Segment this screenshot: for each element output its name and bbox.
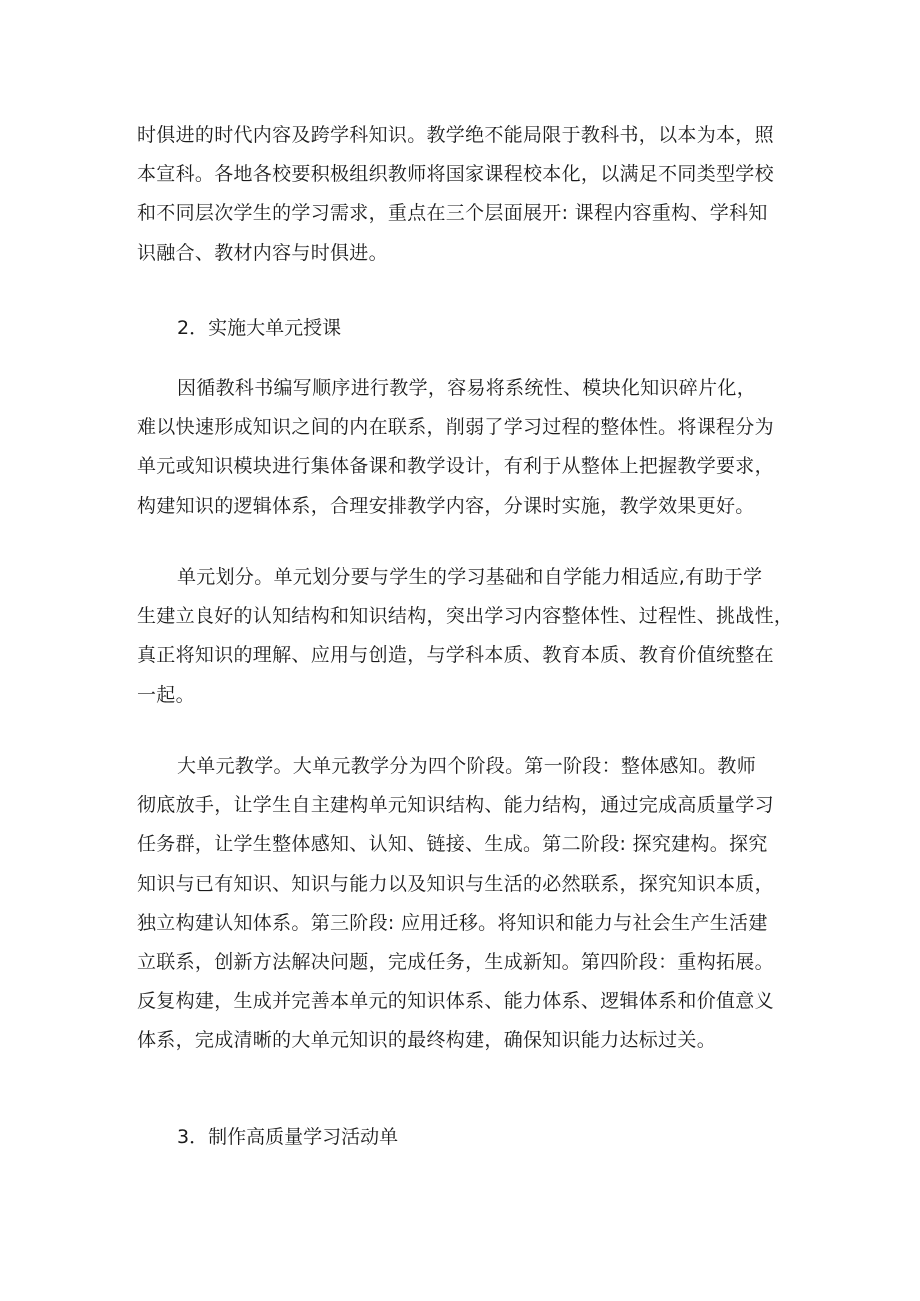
paragraph-2-2 bbox=[137, 558, 807, 715]
text-line: 因循教科书编写顺序进行教学，容易将系统性、模块化知识碎片化， bbox=[177, 377, 757, 399]
text-line: 立联系，创新方法解决问题，完成任务，生成新知。第四阶段：重构拓展。 bbox=[137, 950, 774, 973]
section-heading-2: 2．实施大单元授课 bbox=[177, 317, 342, 339]
text-line: 大单元教学。大单元教学分为四个阶段。第一阶段：整体感知。教师 bbox=[177, 755, 757, 777]
text-line: 构建知识的逻辑体系，合理安排教学内容，分课时实施，教学效果更好。 bbox=[137, 494, 755, 517]
paragraph-2-1 bbox=[137, 369, 807, 526]
section-heading-3: 3．制作高质量学习活动单 bbox=[177, 1126, 399, 1148]
text-line: 反复构建，生成并完善本单元的知识体系、能力体系、逻辑体系和价值意义 bbox=[137, 990, 774, 1013]
text-line: 本宣科。各地各校要积极组织教师将国家课程校本化，以满足不同类型学校 bbox=[137, 163, 774, 186]
text-line: 单元或知识模块进行集体备课和教学设计，有利于从整体上把握教学要求， bbox=[137, 455, 774, 478]
text-line: 生建立良好的认知结构和知识结构，突出学习内容整体性、过程性、挑战性， bbox=[137, 605, 794, 628]
text-line: 时俱进的时代内容及跨学科知识。教学绝不能局限于教科书，以本为本，照 bbox=[137, 124, 774, 146]
text-line: 体系，完成清晰的大单元知识的最终构建，确保知识能力达标过关。 bbox=[137, 1029, 717, 1052]
text-line: 难以快速形成知识之间的内在联系，削弱了学习过程的整体性。将课程分为 bbox=[137, 416, 774, 439]
text-line: 独立构建认知体系。第三阶段: 应用迁移。将知识和能力与社会生产生活建 bbox=[137, 911, 768, 934]
text-line: 和不同层次学生的学习需求，重点在三个层面展开: 课程内容重构、学科知 bbox=[137, 202, 768, 225]
text-line: 任务群，让学生整体感知、认知、链接、生成。第二阶段: 探究建构。探究 bbox=[137, 833, 768, 856]
text-line: 彻底放手，让学生自主建构单元知识结构、能力结构，通过完成高质量学习 bbox=[137, 794, 774, 817]
paragraph-intro bbox=[137, 116, 807, 273]
text-line: 真正将知识的理解、应用与创造，与学科本质、教育本质、教育价值统整在 bbox=[137, 644, 774, 667]
text-line: 知识与已有知识、知识与能力以及知识与生活的必然联系，探究知识本质， bbox=[137, 872, 774, 895]
text-line: 识融合、教材内容与时俱进。 bbox=[137, 241, 388, 264]
paragraph-2-3 bbox=[137, 747, 807, 1061]
text-line: 一起。 bbox=[137, 683, 195, 706]
text-line: 单元划分。单元划分要与学生的学习基础和自学能力相适应,有助于学 bbox=[177, 566, 763, 588]
